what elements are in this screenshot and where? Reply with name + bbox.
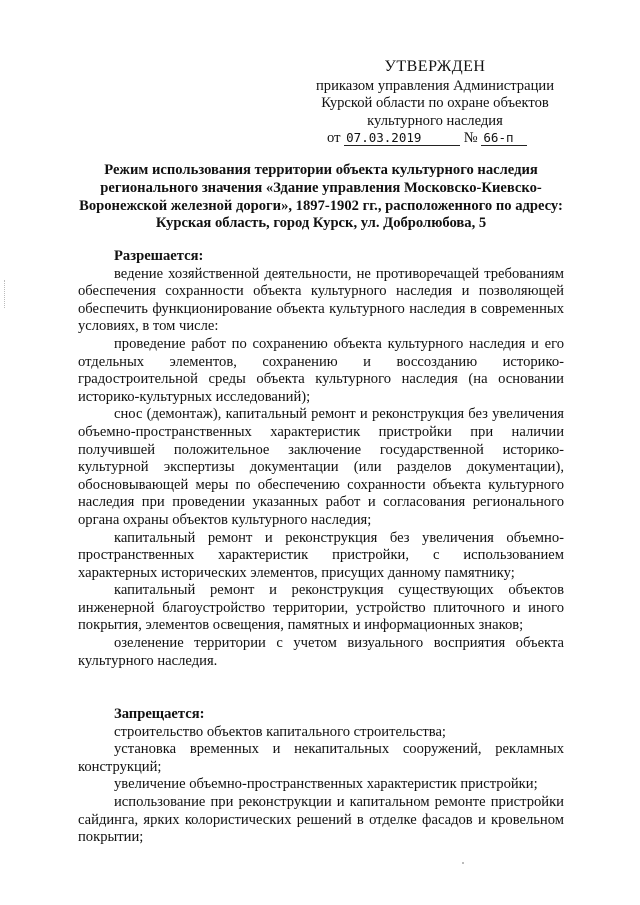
scan-margin-mark (4, 280, 6, 308)
allowed-item: ведение хозяйственной деятельности, не противоречащей требованиям обеспечения сохранности объекта культурного наследия и позволяющей обеспечить функционирование объекта культурного наследия в современных условиях, в том числе: (78, 265, 564, 335)
forbidden-item: строительство объектов капитального строительства; (114, 723, 446, 740)
approval-heading: УТВЕРЖДЕН (384, 58, 486, 75)
forbidden-heading: Запрещается: (114, 706, 205, 722)
order-reference (327, 130, 527, 147)
number-label: № (463, 130, 478, 146)
order-date: 07.03.2019 (344, 130, 460, 146)
from-label: от (327, 130, 341, 146)
allowed-item: капитальный ремонт и реконструкция без увеличения объемно-пространственных характеристик пристройки, с использованием характерных исторических элементов, присущих данному памятнику; (78, 529, 564, 581)
allowed-section (78, 248, 564, 670)
allowed-item: озеленение территории с учетом визуального восприятия объекта культурного наследия. (78, 635, 564, 669)
approval-line: культурного наследия (367, 112, 503, 129)
forbidden-item: установка временных и некапитальных сооружений, рекламных конструкций; (78, 741, 564, 775)
forbidden-item: использование при реконструкции и капитальном ремонте пристройки сайдинга, ярких колористических решений в отделке фасадов и кровельном покрытии; (78, 793, 564, 846)
approval-block (300, 58, 570, 130)
approval-line: Курской области по охране объектов (321, 95, 549, 111)
allowed-item: снос (демонтаж), капитальный ремонт и реконструкция без увеличения объемно-пространственных характеристик пристройки при наличии получившей положительное заключение государственной историко-культурной экспертизы документации (или разделов документации), обосновывающей меры по обеспечению сохранности объекта культурного наследия при проведении указанных работ и согласования регионального органа охраны объектов культурного наследия; (78, 406, 564, 528)
forbidden-section (78, 706, 564, 847)
approval-line: приказом управления Администрации (315, 77, 555, 94)
allowed-item: капитальный ремонт и реконструкция существующих объектов инженерной благоустройство территории, устройство плиточного и иного покрытия, элементов освещения, памятных и информационных знаков; (78, 582, 564, 634)
order-number: 66-п (481, 130, 527, 146)
forbidden-item: увеличение объемно-пространственных характеристик пристройки; (114, 776, 538, 793)
allowed-heading: Разрешается: (114, 248, 204, 264)
allowed-item: проведение работ по сохранению объекта культурного наследия и его отдельных элементов, сохранению и воссозданию историко-градостроительной среды объекта культурного наследия (на основании историко-культурных исследований); (78, 335, 564, 405)
scan-speck (462, 862, 464, 864)
document-title: Режим использования территории объекта культурного наследия регионального значения «Здание управления Московско-Киевско-Воронежской железной дороги», 1897-1902 гг., расположенного по адресу: Курская область, город Курск, ул. Добролюбова, 5 (79, 162, 563, 232)
